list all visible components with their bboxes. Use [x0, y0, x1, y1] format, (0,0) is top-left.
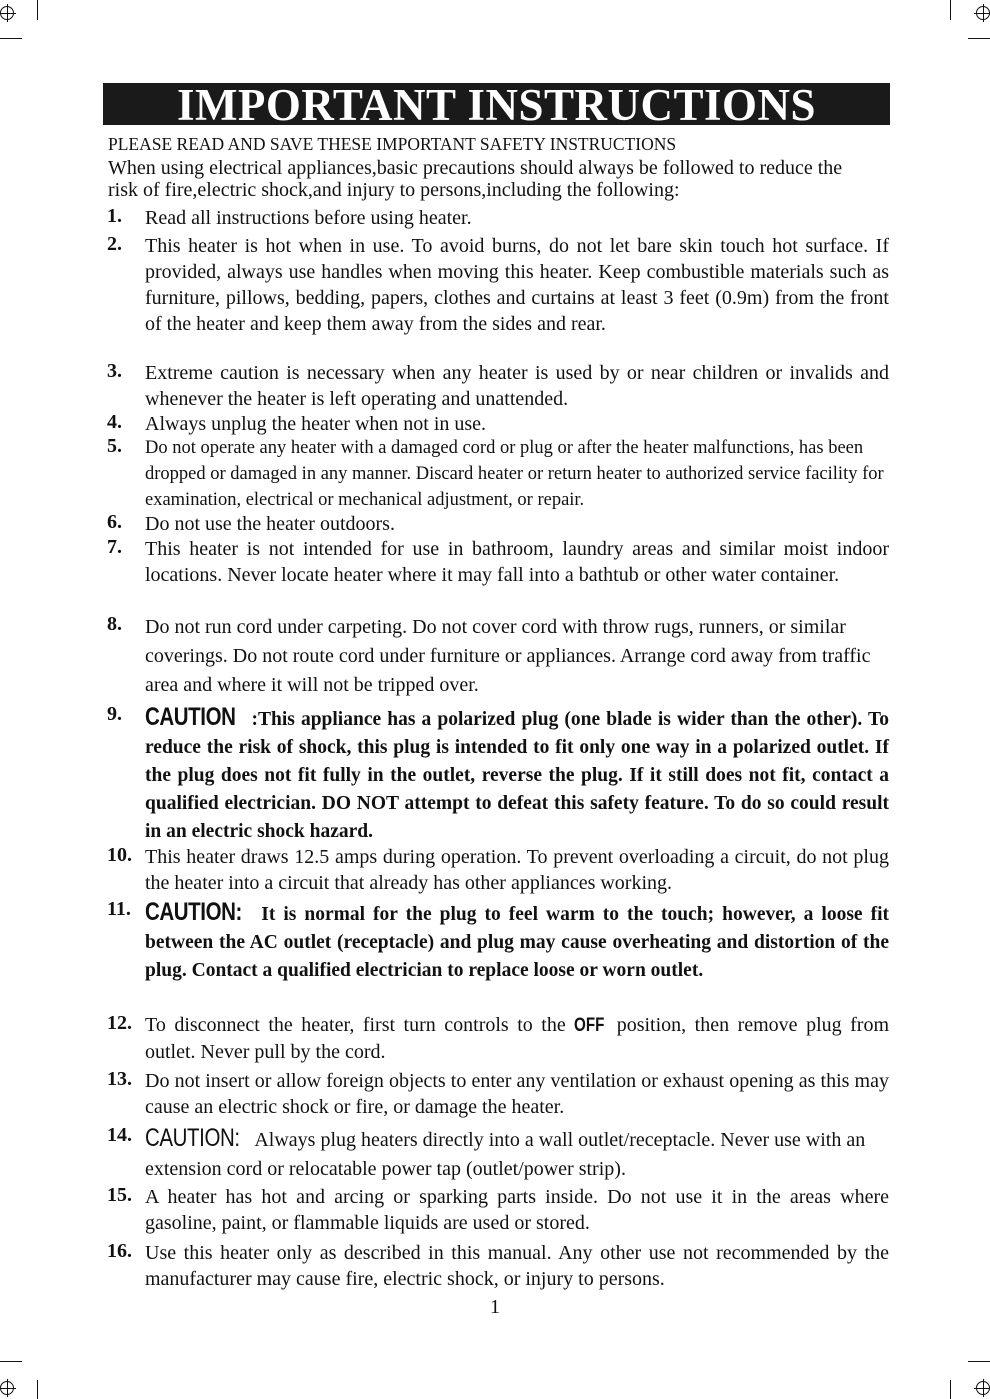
- list-item: [107, 1012, 889, 1065]
- item-number: 10.: [107, 844, 132, 866]
- item-number: 6.: [107, 511, 122, 533]
- item-number: 15.: [107, 1184, 132, 1206]
- item-text: Do not run cord under carpeting. Do not cover cord with throw rugs, runners, or similar coverings. Do not route cord under furniture or appliances. Arrange cord away from traffic area and where it will not be tripped over.: [145, 616, 871, 696]
- item-number: 11.: [107, 898, 131, 920]
- caution-label: CAUTION:: [145, 898, 242, 926]
- item-text: Always unplug the heater when not in use.: [145, 413, 487, 435]
- list-item: [107, 1068, 889, 1120]
- item-number: 1.: [107, 205, 122, 227]
- caution-label: CAUTION:: [145, 1124, 240, 1152]
- list-item: [107, 411, 889, 437]
- item-text: This heater draws 12.5 amps during operation. To prevent overloading a circuit, do not plug the heater into a circuit that already has other appliances working.: [145, 846, 889, 894]
- item-number: 8.: [107, 613, 122, 635]
- list-item: [107, 205, 889, 231]
- item-text: This heater is not intended for use in bathroom, laundry areas and similar moist indoor locations. Never locate heater where it may fall into a bathtub or other water container.: [145, 538, 889, 586]
- list-item: [107, 844, 889, 896]
- item-number: 3.: [107, 360, 122, 382]
- list-item: [107, 360, 889, 412]
- caution-text: Always plug heaters directly into a wall outlet/receptacle. Never use with an extension cord or relocatable power tap (outlet/power strip).: [145, 1129, 866, 1180]
- item-text: A heater has hot and arcing or sparking parts inside. Do not use it in the areas where gasoline, paint, or flammable liquids are used or stored.: [145, 1186, 889, 1234]
- list-item: [107, 1184, 889, 1236]
- list-item: [107, 435, 907, 513]
- item-text: [145, 898, 889, 985]
- list-item: [107, 1124, 902, 1184]
- page-title: IMPORTANT INSTRUCTIONS: [103, 83, 890, 125]
- item-text: Do not operate any heater with a damaged cord or plug or after the heater malfunctions, has been dropped or damaged in any manner. Discard heater or return heater to authorized service facility for examination, electrical or mechanical adjustment, or repair.: [145, 438, 884, 510]
- caution-label: CAUTION: [145, 703, 236, 731]
- item-text: Extreme caution is necessary when any heater is used by or near children or invalids and whenever the heater is left operating and unattended.: [145, 362, 889, 410]
- list-item: [107, 613, 899, 700]
- item-number: 5.: [107, 435, 122, 457]
- caution-text: It is normal for the plug to feel warm to the touch; however, a loose fit between the AC outlet (receptacle) and plug may cause overheating and distortion of the plug. Contact a qualified electrician to replace loose or worn outlet.: [145, 904, 889, 981]
- item-number: 14.: [107, 1124, 132, 1146]
- item-number: 7.: [107, 536, 122, 558]
- item-number: 16.: [107, 1240, 132, 1262]
- list-item: [107, 536, 889, 588]
- item-number: 4.: [107, 411, 122, 433]
- off-label: OFF: [574, 1015, 605, 1036]
- registration-mark-icon: [0, 1381, 14, 1395]
- item-text: [145, 703, 889, 846]
- item-text: This heater is hot when in use. To avoid burns, do not let bare skin touch hot surface. If provided, always use handles when moving this heater. Keep combustible materials such as furniture, pillows, bedding, papers, clothes and curtains at least 3 feet (0.9m) from the front of the heater and keep them away from the sides and rear.: [145, 235, 889, 335]
- item-number: 13.: [107, 1068, 132, 1090]
- list-item: [107, 898, 889, 985]
- list-item: [107, 703, 889, 846]
- item-text: [145, 1124, 902, 1184]
- item-text: Read all instructions before using heater.: [145, 207, 472, 229]
- item-text: Use this heater only as described in this manual. Any other use not recommended by the manufacturer may cause fire, electric shock, or injury to persons.: [145, 1242, 889, 1290]
- item-text-before: To disconnect the heater, first turn controls to the: [145, 1014, 575, 1036]
- item-text: Do not use the heater outdoors.: [145, 513, 395, 535]
- item-number: 9.: [107, 703, 122, 725]
- registration-mark-icon: [0, 6, 14, 20]
- subtitle: PLEASE READ AND SAVE THESE IMPORTANT SAFETY INSTRUCTIONS: [108, 134, 677, 154]
- list-item: [107, 511, 889, 537]
- caution-text: :This appliance has a polarized plug (one blade is wider than the other). To reduce the risk of shock, this plug is intended to fit only one way in a polarized outlet. If the plug does not fit fully in the outlet, reverse the plug. If it still does not fit, contact a qualified electrician. DO NOT attempt to defeat this safety feature. To do so could result in an electric shock hazard.: [145, 709, 889, 842]
- item-text: [145, 1012, 889, 1065]
- item-text-after: position, then remove plug from outlet. Never pull by the cord.: [145, 1014, 889, 1063]
- item-number: 12.: [107, 1012, 132, 1034]
- registration-mark-icon: [976, 1381, 990, 1395]
- item-number: 2.: [107, 233, 122, 255]
- list-item: [107, 1240, 889, 1292]
- registration-mark-icon: [976, 6, 990, 20]
- list-item: [107, 233, 889, 337]
- intro-paragraph: When using electrical appliances,basic precautions should always be followed to reduce the risk of fire,electric shock,and injury to persons,including the following:: [108, 157, 843, 201]
- page-number: 1: [490, 1296, 500, 1318]
- item-text: Do not insert or allow foreign objects to enter any ventilation or exhaust opening as this may cause an electric shock or fire, or damage the heater.: [145, 1070, 889, 1118]
